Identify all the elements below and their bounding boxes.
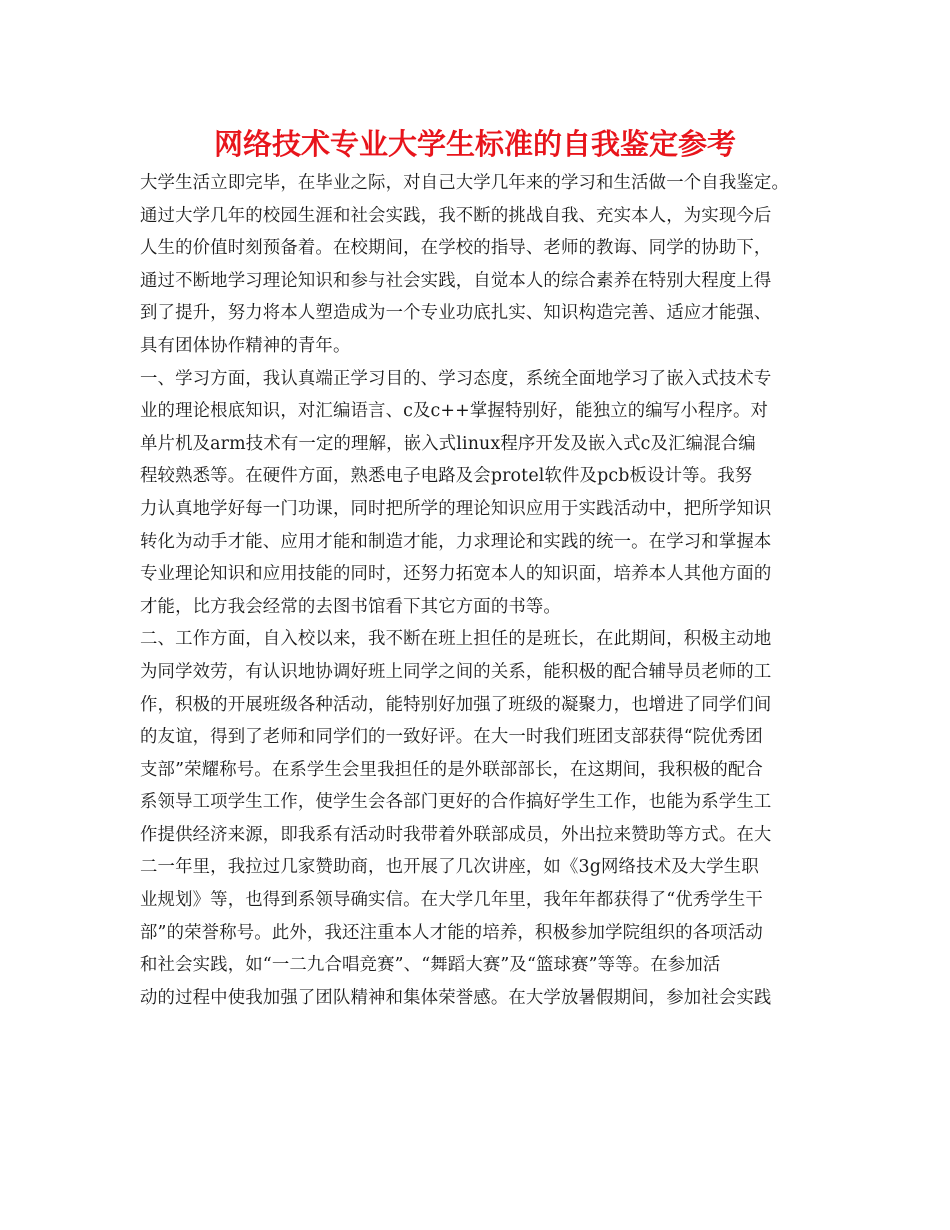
document-body — [140, 167, 830, 1014]
text-line: 专业理论知识和应用技能的同时，还努力拓宽本人的知识面，培养本人其他方面的 — [140, 564, 772, 585]
text-line: 作提供经济来源，即我系有活动时我带着外联部成员，外出拉来赞助等方式。在大 — [140, 824, 772, 845]
text-line: 支部”荣耀称号。在系学生会里我担任的是外联部部长，在这期间，我积极的配合 — [140, 759, 763, 780]
text-line: 为同学效劳，有认识地协调好班上同学之间的关系，能积极的配合辅导员老师的工 — [140, 661, 772, 682]
text-line: 二、工作方面，自入校以来，我不断在班上担任的是班长，在此期间，积极主动地 — [140, 629, 772, 650]
text-line: 一、学习方面，我认真端正学习目的、学习态度，系统全面地学习了嵌入式技术专 — [140, 368, 772, 389]
text-line: 人生的价值时刻预备着。在校期间，在学校的指导、老师的教诲、同学的协助下， — [140, 238, 772, 259]
text-line: 二一年里，我拉过几家赞助商，也开展了几次讲座，如《3g网络技术及大学生职 — [140, 857, 759, 878]
document-title: 网络技术专业大学生标准的自我鉴定参考 — [213, 127, 736, 161]
text-line: 力认真地学好每一门功课，同时把所学的理论知识应用于实践活动中，把所学知识 — [140, 498, 772, 519]
text-line: 才能，比方我会经常的去图书馆看下其它方面的书等。 — [140, 596, 561, 617]
text-line: 通过不断地学习理论知识和参与社会实践，自觉本人的综合素养在特别大程度上得 — [140, 270, 772, 291]
text-line: 作，积极的开展班级各种活动，能特别好加强了班级的凝聚力，也增进了同学们间 — [140, 694, 772, 715]
text-line: 单片机及arm技术有一定的理解，嵌入式linux程序开发及嵌入式c及汇编混合编 — [140, 433, 756, 454]
text-line: 动的过程中使我加强了团队精神和集体荣誉感。在大学放暑假期间，参加社会实践 — [140, 987, 772, 1008]
text-line: 通过大学几年的校园生涯和社会实践，我不断的挑战自我、充实本人，为实现今后 — [140, 205, 772, 226]
text-line: 的友谊，得到了老师和同学们的一致好评。在大一时我们班团支部获得“院优秀团 — [140, 727, 763, 748]
text-line: 和社会实践，如“一二九合唱竞赛”、“舞蹈大赛”及“篮球赛”等等。在参加活 — [140, 955, 721, 976]
text-line: 程较熟悉等。在硬件方面，熟悉电子电路及会protel软件及pcb板设计等。我努 — [140, 466, 753, 487]
text-line: 转化为动手才能、应用才能和制造才能，力求理论和实践的统一。在学习和掌握本 — [140, 531, 772, 552]
text-line: 业的理论根底知识，对汇编语言、c及c++掌握特别好，能独立的编写小程序。对 — [140, 401, 769, 422]
text-line: 具有团体协作精神的青年。 — [140, 335, 351, 356]
text-line: 系领导工项学生工作，使学生会各部门更好的合作搞好学生工作，也能为系学生工 — [140, 792, 772, 813]
text-line: 业规划》等，也得到系领导确实信。在大学几年里，我年年都获得了“优秀学生干 — [140, 890, 763, 911]
text-line: 大学生活立即完毕，在毕业之际，对自己大学几年来的学习和生活做一个自我鉴定。 — [140, 173, 790, 193]
text-line: 到了提升，努力将本人塑造成为一个专业功底扎实、知识构造完善、适应才能强、 — [140, 303, 772, 324]
text-line: 部”的荣誉称号。此外，我还注重本人才能的培养，积极参加学院组织的各项活动 — [140, 922, 763, 943]
